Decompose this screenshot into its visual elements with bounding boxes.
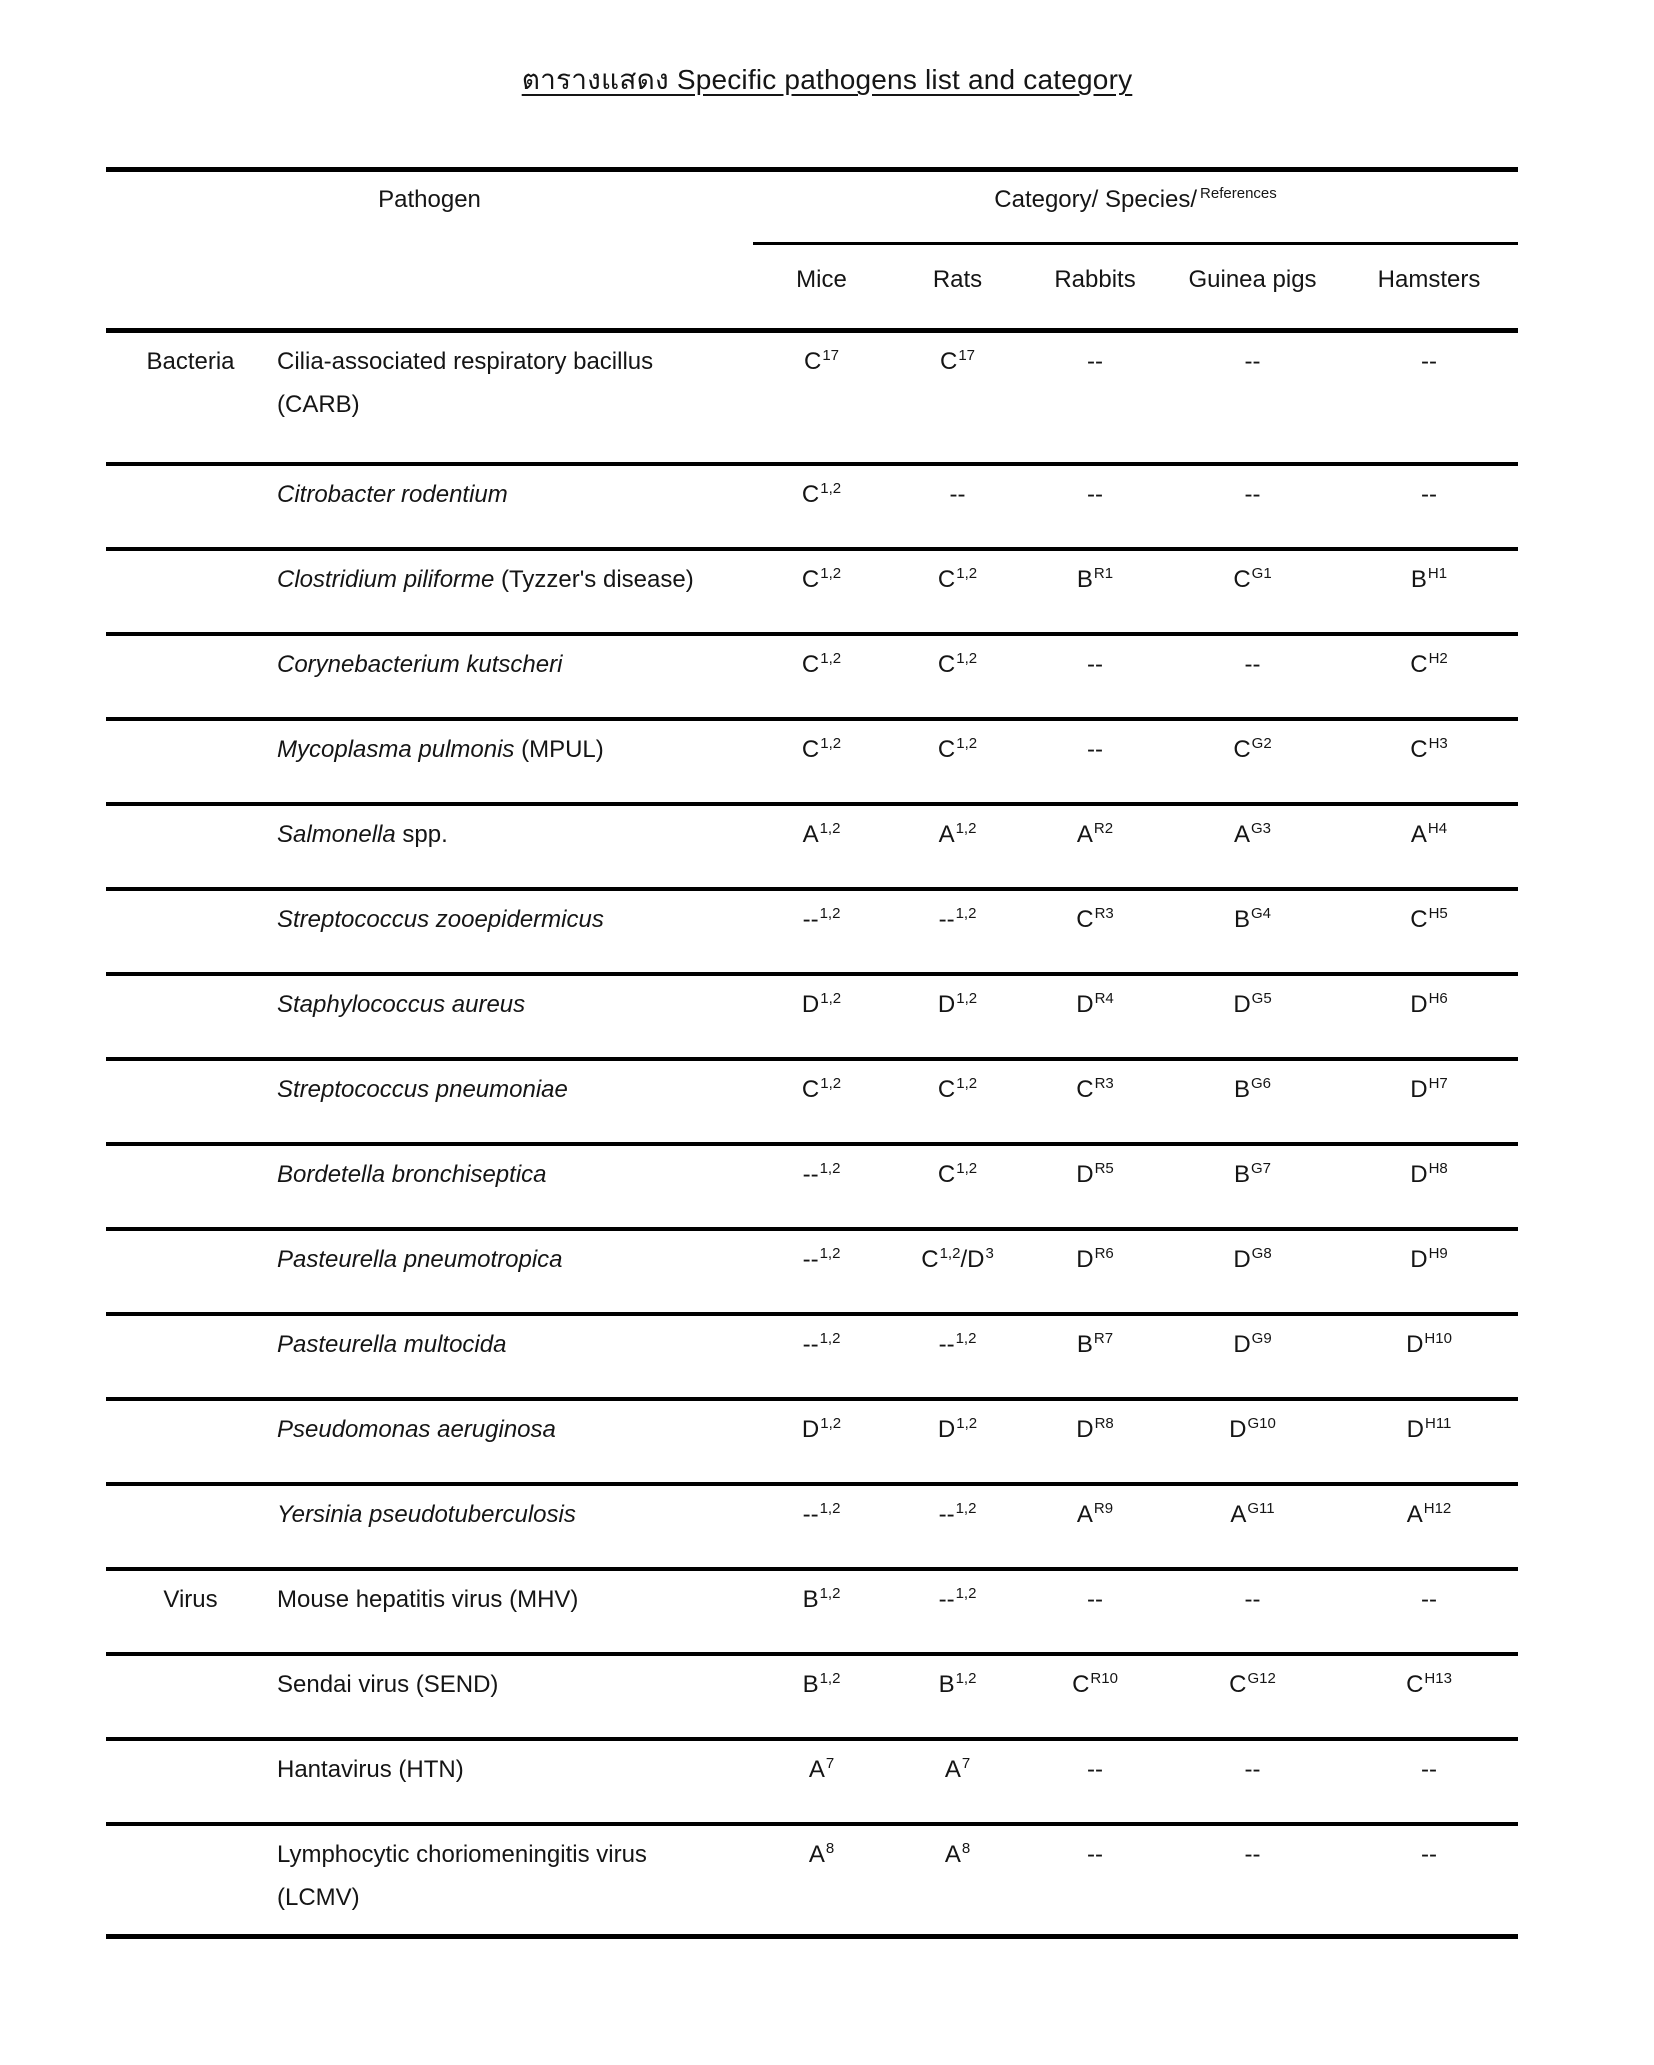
category-cell-hamsters: $A^{H12}$ <box>1340 1484 1518 1569</box>
pathogen-name-line: Cilia-associated respiratory bacillus <box>277 348 654 375</box>
reference-superscript: 1,2 <box>956 564 978 582</box>
category-cell-hamsters: -- <box>1340 464 1518 549</box>
category-cell-rats: $A^8$ <box>890 1824 1025 1937</box>
reference-superscript: 1,2 <box>819 819 841 837</box>
table-row <box>106 1229 1518 1314</box>
table-row <box>106 719 1518 804</box>
category-cell-rats: C$^{1,2}$ <box>890 719 1025 804</box>
pathogen-name-cell <box>275 1654 753 1739</box>
category-cell-rabbits: -- <box>1025 1824 1165 1937</box>
reference-superscript: 7 <box>825 1754 835 1772</box>
category-cell-hamsters: $C^{H13}$ <box>1340 1654 1518 1739</box>
pathogen-name-line: (CARB) <box>277 391 360 418</box>
category-cell-mice: --$^{1,2}$ <box>753 1314 890 1399</box>
pathogen-name-line: Clostridium piliforme (Tyzzer's disease) <box>277 565 694 593</box>
reference-superscript: 1,2 <box>820 734 842 752</box>
reference-superscript: H12 <box>1423 1499 1452 1517</box>
category-cell-rats: D$^{1,2}$ <box>890 1399 1025 1484</box>
table-row <box>106 331 1518 464</box>
pathogen-table <box>106 167 1518 1939</box>
category-cell-hamsters: $C^{H2}$ <box>1340 634 1518 719</box>
reference-superscript: R10 <box>1090 1669 1118 1687</box>
reference-superscript: R4 <box>1094 989 1114 1007</box>
category-cell-hamsters: -- <box>1340 1569 1518 1654</box>
pathogen-name-cell <box>275 1229 753 1314</box>
category-cell-rabbits: $B^{R1}$ <box>1025 549 1165 634</box>
category-cell-rats: C$^{1,2}$ <box>890 1144 1025 1229</box>
pathogen-name-line: (LCMV) <box>277 1883 360 1911</box>
reference-superscript: G3 <box>1251 819 1272 837</box>
category-cell-guinea-pigs: $B^{G7}$ <box>1165 1144 1340 1229</box>
pathogen-name-cell <box>275 889 753 974</box>
table-row <box>106 804 1518 889</box>
table-row <box>106 1654 1518 1739</box>
group-label-cell <box>106 1654 275 1739</box>
pathogen-name-line: Pseudomonas aeruginosa <box>277 1415 556 1443</box>
reference-superscript: 1,2 <box>820 989 842 1007</box>
reference-superscript: 1,2 <box>819 1329 841 1347</box>
reference-superscript: 3 <box>985 1244 994 1262</box>
pathogen-name-cell <box>275 804 753 889</box>
category-cell-rabbits: -- <box>1025 1569 1165 1654</box>
group-label-cell <box>106 464 275 549</box>
category-cell-rabbits: -- <box>1025 464 1165 549</box>
reference-superscript: H11 <box>1424 1414 1452 1432</box>
pathogen-name-cell <box>275 1314 753 1399</box>
table-header <box>106 170 1518 331</box>
category-header-superscript: References <box>1200 185 1277 202</box>
category-cell-hamsters: -- <box>1340 331 1518 464</box>
pathogen-name-cell <box>275 974 753 1059</box>
category-cell-rabbits: $C^{R10}$ <box>1025 1654 1165 1739</box>
reference-superscript: R5 <box>1094 1159 1114 1177</box>
group-label-cell <box>106 634 275 719</box>
group-label-cell <box>106 1824 275 1937</box>
category-cell-mice: --$^{1,2}$ <box>753 1484 890 1569</box>
reference-superscript: 1,2 <box>820 479 842 497</box>
category-cell-mice: --$^{1,2}$ <box>753 1144 890 1229</box>
reference-superscript: 1,2 <box>819 1244 841 1262</box>
reference-superscript: R6 <box>1094 1244 1114 1262</box>
category-cell-mice: C$^{1,2}$ <box>753 1059 890 1144</box>
category-cell-rats: C$^{1,2}$ <box>890 634 1025 719</box>
reference-superscript: G10 <box>1247 1414 1276 1432</box>
reference-superscript: R2 <box>1093 819 1114 837</box>
column-header-rabbits: Rabbits <box>1025 244 1165 331</box>
category-cell-rats: --$^{1,2}$ <box>890 1569 1025 1654</box>
category-cell-rabbits: $A^{R9}$ <box>1025 1484 1165 1569</box>
category-cell-hamsters: $D^{H8}$ <box>1340 1144 1518 1229</box>
reference-superscript: 1,2 <box>820 1074 842 1092</box>
reference-superscript: R9 <box>1093 1499 1114 1517</box>
pathogen-name-cell <box>275 1569 753 1654</box>
category-cell-rats: --$^{1,2}$ <box>890 1484 1025 1569</box>
pathogen-name-line: Mouse hepatitis virus (MHV) <box>277 1585 579 1613</box>
category-cell-hamsters: $A^{H4}$ <box>1340 804 1518 889</box>
table-body <box>106 331 1518 1937</box>
reference-superscript: 1,2 <box>956 649 978 667</box>
reference-superscript: 8 <box>825 1839 835 1857</box>
pathogen-name-cell <box>275 1059 753 1144</box>
column-header-guinea-pigs: Guinea pigs <box>1165 244 1340 331</box>
category-cell-mice: C$^{1,2}$ <box>753 549 890 634</box>
reference-superscript: H10 <box>1424 1329 1452 1347</box>
category-cell-rats: D$^{1,2}$ <box>890 974 1025 1059</box>
group-label-cell <box>106 719 275 804</box>
reference-superscript: R3 <box>1094 904 1114 922</box>
category-cell-rabbits: $B^{R7}$ <box>1025 1314 1165 1399</box>
reference-superscript: H6 <box>1428 989 1448 1007</box>
category-cell-rabbits: $C^{R3}$ <box>1025 889 1165 974</box>
group-label-cell <box>106 1739 275 1824</box>
group-label-cell <box>106 1144 275 1229</box>
category-cell-guinea-pigs: $C^{G12}$ <box>1165 1654 1340 1739</box>
category-cell-mice: D$^{1,2}$ <box>753 974 890 1059</box>
category-cell-mice: --$^{1,2}$ <box>753 1229 890 1314</box>
group-label-cell <box>106 1314 275 1399</box>
reference-superscript: R1 <box>1093 564 1114 582</box>
category-cell-guinea-pigs: -- <box>1165 1569 1340 1654</box>
reference-superscript: 1,2 <box>955 1499 977 1517</box>
category-cell-guinea-pigs: $A^{G3}$ <box>1165 804 1340 889</box>
reference-superscript: H7 <box>1428 1074 1448 1092</box>
category-cell-mice: $A^7$ <box>753 1739 890 1824</box>
pathogen-name-cell <box>275 549 753 634</box>
category-cell-guinea-pigs: $B^{G4}$ <box>1165 889 1340 974</box>
group-label-cell: Bacteria <box>106 331 275 464</box>
table-row <box>106 1484 1518 1569</box>
pathogen-name-line: Streptococcus pneumoniae <box>277 1075 568 1103</box>
pathogen-header-label: Pathogen <box>378 186 481 213</box>
reference-superscript: R8 <box>1094 1414 1114 1432</box>
reference-superscript: 7 <box>961 1754 971 1772</box>
category-cell-hamsters: $D^{H9}$ <box>1340 1229 1518 1314</box>
pathogen-name-line: Pasteurella pneumotropica <box>277 1245 563 1273</box>
reference-superscript: 17 <box>958 347 976 364</box>
reference-superscript: G2 <box>1251 734 1272 752</box>
reference-superscript: H5 <box>1428 904 1448 922</box>
reference-superscript: G8 <box>1251 1244 1272 1262</box>
category-cell-guinea-pigs: $A^{G11}$ <box>1165 1484 1340 1569</box>
reference-superscript: 8 <box>961 1839 971 1857</box>
pathogen-name-line: Streptococcus zooepidermicus <box>277 905 604 933</box>
reference-superscript: 17 <box>822 347 840 364</box>
category-cell-mice: B$^{1,2}$ <box>753 1654 890 1739</box>
pathogen-name-cell <box>275 1484 753 1569</box>
reference-superscript: 1,2 <box>956 989 978 1007</box>
category-cell-rats: C$^{1,2}$ <box>890 1059 1025 1144</box>
pathogen-name-line: Sendai virus (SEND) <box>277 1670 499 1698</box>
reference-superscript: H8 <box>1428 1159 1448 1177</box>
reference-superscript: H3 <box>1428 734 1448 752</box>
table-row <box>106 1739 1518 1824</box>
pathogen-name-line: Staphylococcus aureus <box>277 990 526 1018</box>
category-cell-rats: B$^{1,2}$ <box>890 1654 1025 1739</box>
category-cell-rabbits: -- <box>1025 331 1165 464</box>
category-cell-mice: C$^{1,2}$ <box>753 464 890 549</box>
pathogen-name-line: Corynebacterium kutscheri <box>277 650 563 678</box>
pathogen-name-cell <box>275 1144 753 1229</box>
category-cell-hamsters: $C^{H5}$ <box>1340 889 1518 974</box>
pathogen-name-line: Citrobacter rodentium <box>277 480 508 508</box>
group-label-cell <box>106 1484 275 1569</box>
group-label-cell: Virus <box>106 1569 275 1654</box>
column-header-pathogen <box>106 170 753 244</box>
category-cell-rabbits: $A^{R2}$ <box>1025 804 1165 889</box>
category-cell-mice: C$^{1,2}$ <box>753 719 890 804</box>
category-cell-rats: -- <box>890 464 1025 549</box>
column-header-hamsters: Hamsters <box>1340 244 1518 331</box>
reference-superscript: H1 <box>1427 564 1448 582</box>
category-cell-rabbits: $D^{R8}$ <box>1025 1399 1165 1484</box>
group-label-cell <box>106 1399 275 1484</box>
reference-superscript: 1,2 <box>955 1584 977 1602</box>
table-row <box>106 549 1518 634</box>
pathogen-name-line: Lymphocytic choriomeningitis virus <box>277 1840 647 1868</box>
table-row <box>106 1314 1518 1399</box>
table-row <box>106 1569 1518 1654</box>
group-label-cell <box>106 1059 275 1144</box>
reference-superscript: R7 <box>1093 1329 1114 1347</box>
category-cell-rats: --$^{1,2}$ <box>890 1314 1025 1399</box>
pathogen-name-cell <box>275 1399 753 1484</box>
pathogen-name-line: Hantavirus (HTN) <box>277 1755 464 1783</box>
pathogen-name-line: Mycoplasma pulmonis (MPUL) <box>277 735 604 763</box>
pathogen-name-line: Salmonella spp. <box>277 820 448 848</box>
reference-superscript: 1,2 <box>819 904 841 922</box>
reference-superscript: H4 <box>1427 819 1448 837</box>
reference-superscript: G5 <box>1251 989 1272 1007</box>
category-cell-hamsters: $D^{H10}$ <box>1340 1314 1518 1399</box>
column-header-rats: Rats <box>890 244 1025 331</box>
group-label-cell <box>106 549 275 634</box>
category-cell-rats: $C^{17}$ <box>890 331 1025 464</box>
pathogen-name-cell <box>275 719 753 804</box>
group-label-cell <box>106 974 275 1059</box>
reference-superscript: 1,2 <box>956 734 978 752</box>
pathogen-name-cell <box>275 1739 753 1824</box>
category-cell-rabbits: -- <box>1025 634 1165 719</box>
category-cell-hamsters: $D^{H7}$ <box>1340 1059 1518 1144</box>
reference-superscript: G9 <box>1251 1329 1272 1347</box>
category-cell-guinea-pigs: $D^{G8}$ <box>1165 1229 1340 1314</box>
category-cell-mice: $A^8$ <box>753 1824 890 1937</box>
category-cell-rats: A$^{1,2}$ <box>890 804 1025 889</box>
category-cell-guinea-pigs: $D^{G10}$ <box>1165 1399 1340 1484</box>
pathogen-name-line: Yersinia pseudotuberculosis <box>277 1500 576 1528</box>
category-cell-rabbits: -- <box>1025 1739 1165 1824</box>
pathogen-name-cell <box>275 331 753 464</box>
column-header-category <box>753 170 1518 244</box>
category-cell-hamsters: $D^{H11}$ <box>1340 1399 1518 1484</box>
reference-superscript: 1,2 <box>955 904 977 922</box>
category-cell-rabbits: $C^{R3}$ <box>1025 1059 1165 1144</box>
group-label-cell <box>106 1229 275 1314</box>
category-cell-guinea-pigs: $C^{G2}$ <box>1165 719 1340 804</box>
category-cell-hamsters: $D^{H6}$ <box>1340 974 1518 1059</box>
pathogen-name-line: Pasteurella multocida <box>277 1330 507 1358</box>
column-header-mice: Mice <box>753 244 890 331</box>
header-row-species <box>106 244 1518 331</box>
category-cell-guinea-pigs: $D^{G9}$ <box>1165 1314 1340 1399</box>
category-cell-guinea-pigs: -- <box>1165 331 1340 464</box>
reference-superscript: 1,2 <box>820 564 842 582</box>
reference-superscript: G11 <box>1247 1499 1275 1517</box>
table-row <box>106 464 1518 549</box>
reference-superscript: 1,2 <box>956 1074 978 1092</box>
category-cell-rats: C$^{1,2}$ <box>890 549 1025 634</box>
category-cell-rabbits: $D^{R4}$ <box>1025 974 1165 1059</box>
category-cell-rats: $C^{1,2}/D^3$ <box>890 1229 1025 1314</box>
reference-superscript: G4 <box>1251 904 1272 922</box>
category-cell-mice: --$^{1,2}$ <box>753 889 890 974</box>
table-row <box>106 889 1518 974</box>
group-label-cell <box>106 889 275 974</box>
category-cell-mice: $C^{17}$ <box>753 331 890 464</box>
category-cell-guinea-pigs: -- <box>1165 464 1340 549</box>
pathogen-name-line: Bordetella bronchiseptica <box>277 1160 547 1188</box>
reference-superscript: H2 <box>1428 649 1448 667</box>
table-row <box>106 1144 1518 1229</box>
table-row <box>106 1399 1518 1484</box>
category-cell-rabbits: -- <box>1025 719 1165 804</box>
reference-superscript: G7 <box>1251 1159 1272 1177</box>
category-cell-rabbits: $D^{R6}$ <box>1025 1229 1165 1314</box>
pathogen-name-cell <box>275 1824 753 1937</box>
reference-superscript: G12 <box>1247 1669 1276 1687</box>
reference-superscript: 1,2 <box>819 1159 841 1177</box>
reference-superscript: 1,2 <box>819 1499 841 1517</box>
pathogen-name-cell <box>275 464 753 549</box>
reference-superscript: R3 <box>1094 1074 1114 1092</box>
category-cell-mice: D$^{1,2}$ <box>753 1399 890 1484</box>
category-cell-guinea-pigs: $B^{G6}$ <box>1165 1059 1340 1144</box>
table-row <box>106 1824 1518 1937</box>
table-row <box>106 1059 1518 1144</box>
page-title <box>0 0 1654 102</box>
reference-superscript: 1,2 <box>955 819 977 837</box>
reference-superscript: 1,2 <box>820 1414 842 1432</box>
category-cell-guinea-pigs: -- <box>1165 1739 1340 1824</box>
reference-superscript: 1,2 <box>955 1669 977 1687</box>
category-cell-guinea-pigs: $C^{G1}$ <box>1165 549 1340 634</box>
reference-superscript: 1,2 <box>956 1414 978 1432</box>
category-cell-hamsters: -- <box>1340 1824 1518 1937</box>
category-cell-guinea-pigs: -- <box>1165 634 1340 719</box>
table-row <box>106 974 1518 1059</box>
reference-superscript: H9 <box>1428 1244 1448 1262</box>
category-cell-rats: $A^7$ <box>890 1739 1025 1824</box>
category-cell-mice: A$^{1,2}$ <box>753 804 890 889</box>
category-cell-hamsters: -- <box>1340 1739 1518 1824</box>
table-row <box>106 634 1518 719</box>
group-label-cell <box>106 804 275 889</box>
category-cell-guinea-pigs: $D^{G5}$ <box>1165 974 1340 1059</box>
reference-superscript: 1,2 <box>819 1584 841 1602</box>
reference-superscript: 1,2 <box>956 1159 978 1177</box>
reference-superscript: 1,2 <box>955 1329 977 1347</box>
reference-superscript: 1,2 <box>939 1244 961 1262</box>
category-cell-mice: C$^{1,2}$ <box>753 634 890 719</box>
category-cell-mice: B$^{1,2}$ <box>753 1569 890 1654</box>
reference-superscript: G1 <box>1251 564 1272 582</box>
reference-superscript: 1,2 <box>819 1669 841 1687</box>
reference-superscript: H13 <box>1424 1669 1452 1687</box>
category-cell-rabbits: $D^{R5}$ <box>1025 1144 1165 1229</box>
header-row-top <box>106 170 1518 244</box>
category-cell-guinea-pigs: -- <box>1165 1824 1340 1937</box>
pathogen-name-cell <box>275 634 753 719</box>
page-title-text: ตารางแสดง Specific pathogens list and category <box>521 64 1133 95</box>
category-cell-rats: --$^{1,2}$ <box>890 889 1025 974</box>
category-header-label: Category/ Species/ <box>994 186 1198 213</box>
category-cell-hamsters: $C^{H3}$ <box>1340 719 1518 804</box>
reference-superscript: G6 <box>1251 1074 1272 1092</box>
category-cell-hamsters: $B^{H1}$ <box>1340 549 1518 634</box>
species-header-spacer <box>106 244 753 331</box>
reference-superscript: 1,2 <box>820 649 842 667</box>
